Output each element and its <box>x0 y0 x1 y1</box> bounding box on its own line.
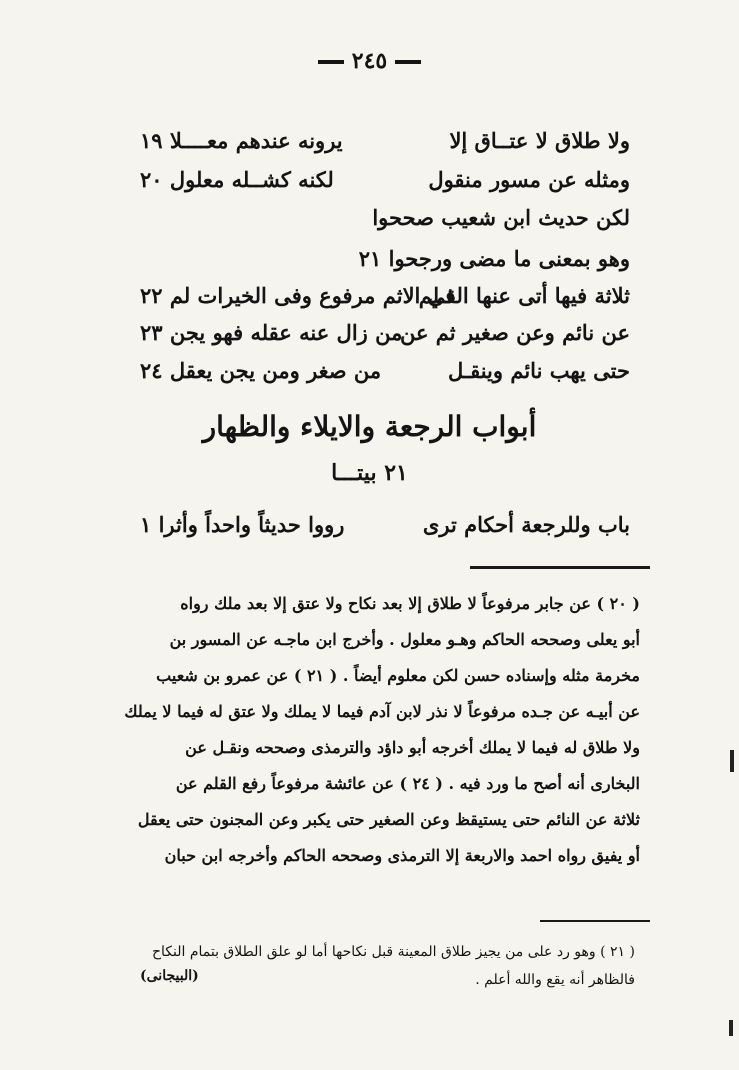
margin-mark <box>729 1020 733 1036</box>
verse-line-bab <box>140 512 630 550</box>
dash-left <box>318 60 344 64</box>
verse-hemistich-left: من زال عنه عقله فهو يجن ٢٣ <box>140 320 403 345</box>
commentary-line: مخرمة مثله وإسناده حسن لكن معلوم أيضاً . ( ٢١ ) عن عمرو بن شعيب <box>156 666 640 685</box>
verse-line <box>140 128 630 166</box>
dash-right <box>395 60 421 64</box>
footnote-line: فالظاهر أنه يقع والله أعلم . <box>475 972 635 988</box>
verse-hemistich-right: باب وللرجعة أحكام ترى <box>422 512 630 537</box>
verse-hemistich-right: عن نائم وعن صغير ثم عن <box>399 320 630 345</box>
verse-hemistich-left: لكنه كشــله معلول ٢٠ <box>140 167 334 192</box>
margin-mark <box>730 750 734 772</box>
commentary-line: ( ٢٠ ) عن جابر مرفوعاً لا طلاق إلا بعد نكاح ولا عتق إلا بعد ملك رواه <box>180 594 640 613</box>
separator-rule <box>470 566 650 569</box>
commentary-line: ثلاثة عن النائم حتى يستيقظ وعن الصغير حتى يكبر وعن المجنون حتى يعقل <box>137 810 640 829</box>
verse-line <box>140 283 630 321</box>
verse-line <box>140 320 630 358</box>
verse-line <box>140 246 630 284</box>
footnote-block <box>135 938 635 994</box>
verse-line <box>140 167 630 205</box>
commentary-line: أبو يعلى وصححه الحاكم وهـو معلول . وأخرج ابن ماجـه عن المسور بن <box>169 630 640 649</box>
verse-hemistich-right: حتى يهب نائم وينقـل <box>448 358 630 383</box>
verse-hemistich-right: ثلاثة فيها أتى عنها القـلم <box>418 283 630 308</box>
verse-line <box>140 358 630 396</box>
page-number <box>0 48 739 74</box>
footnote-signature: (البيجانى) <box>140 968 199 984</box>
page-number-text: ٢٤٥ <box>351 48 388 74</box>
verse-hemistich-right: ومثله عن مسور منقول <box>428 167 630 192</box>
commentary-block <box>122 586 640 874</box>
commentary-line: أو يفيق رواه احمد والاربعة إلا الترمذى وصححه الحاكم وأخرجه ابن حبان <box>164 846 640 865</box>
commentary-line: البخارى أنه أصح ما ورد فيه . ( ٢٤ ) عن عائشة مرفوعاً رفع القلم عن <box>175 774 640 793</box>
verse-line <box>140 205 630 243</box>
footnote-line: ( ٢١ ) وهو رد على من يجيز طلاق المعينة قبل نكاحها أما لو علق الطلاق بتمام النكاح <box>151 944 635 960</box>
verse-hemistich-left: يرونه عندهم معــــلا ١٩ <box>140 128 343 153</box>
verse-hemistich-left: في الاثم مرفوع وفى الخيرات لم ٢٢ <box>140 283 456 308</box>
verse-hemistich-left: من صغر ومن يجن يعقل ٢٤ <box>140 358 382 383</box>
footnote-rule <box>540 920 650 922</box>
commentary-line: عن أبيـه عن جـده مرفوعاً لا نذر لابن آدم فيما لا يملك ولا عتق له فيما لا يملك <box>124 702 640 721</box>
section-verse-count: ٢١ بيتـــا <box>331 460 408 486</box>
section-title: أبواب الرجعة والايلاء والظهار <box>202 410 537 443</box>
verse-hemistich-right: لكن حديث ابن شعيب صححوا <box>372 205 630 230</box>
verse-hemistich-right: ولا طلاق لا عتــاق إلا <box>449 128 630 153</box>
commentary-line: ولا طلاق له فيما لا يملك أخرجه أبو داؤد والترمذى وصححه ونقـل عن <box>185 738 640 757</box>
verse-hemistich-right: وهو بمعنى ما مضى ورجحوا ٢١ <box>358 246 630 271</box>
verse-hemistich-left: رووا حديثاً واحداً وأثرا ١ <box>140 512 345 537</box>
